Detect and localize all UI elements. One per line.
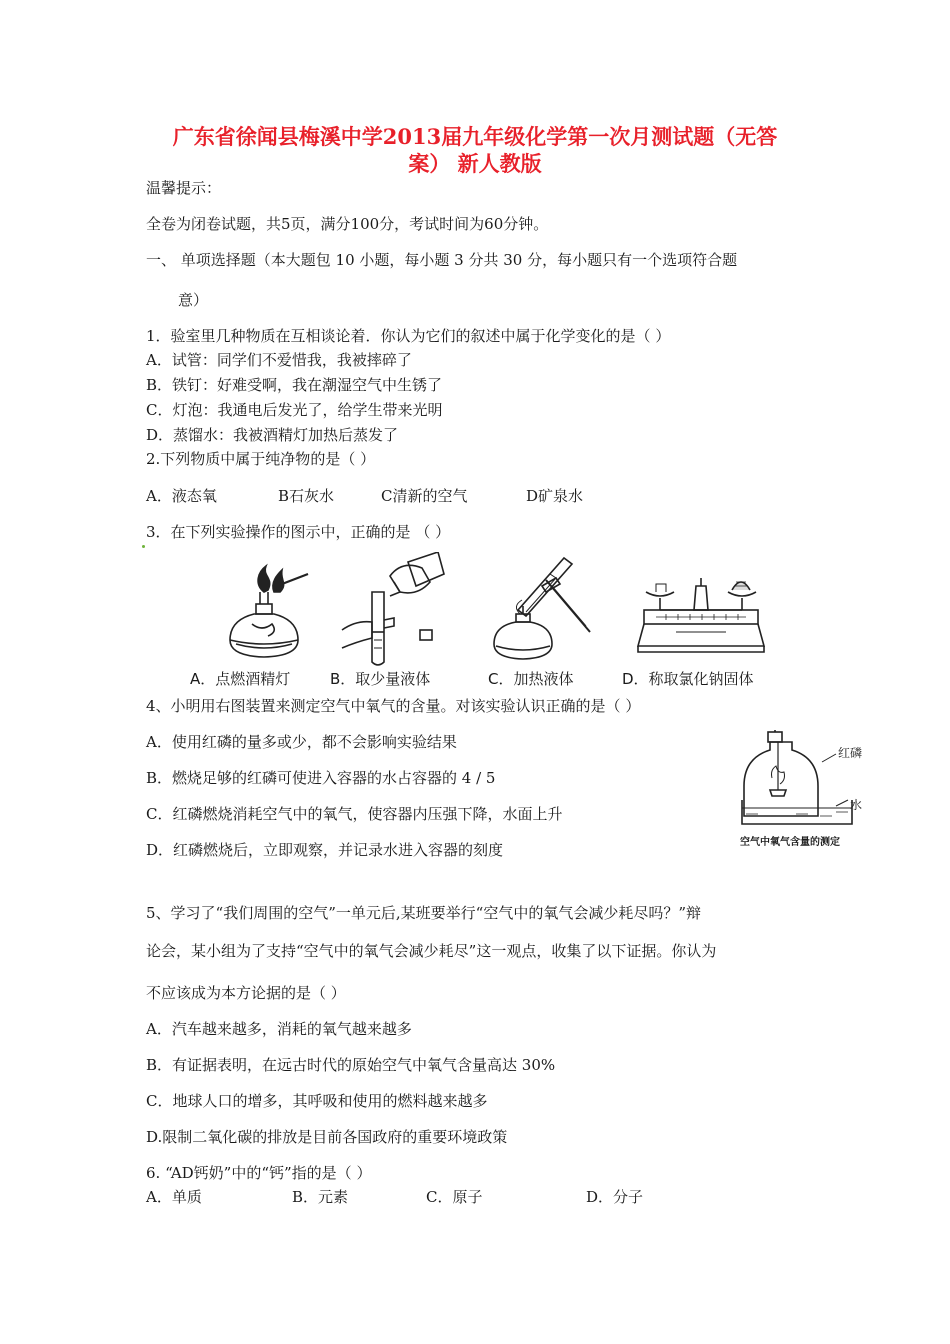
q1-option-c: C．灯泡：我通电后发光了，给学生带来光明	[146, 401, 443, 419]
q6-option-a: A．单质	[146, 1188, 202, 1206]
q4-option-a: A．使用红磷的量多或少，都不会影响实验结果	[146, 733, 457, 751]
q2-option-a: A．液态氧	[146, 487, 217, 505]
q1-option-d: D．蒸馏水：我被酒精灯加热后蒸发了	[146, 426, 399, 444]
q6-option-d: D．分子	[586, 1188, 644, 1206]
q2-option-c: C清新的空气	[381, 487, 468, 505]
q5-option-a: A．汽车越来越多，消耗的氧气越来越多	[146, 1020, 412, 1038]
page-title-line2: 案） 新人教版	[408, 151, 542, 176]
q4-stem: 4、小明用右图装置来测定空气中氧气的含量。对该实验认识正确的是（ ）	[146, 697, 641, 715]
section1-heading-cont: 意）	[178, 291, 209, 309]
q4-option-d: D．红磷燃烧后，立即观察，并记录水进入容器的刻度	[146, 841, 504, 859]
label-red-phosphorus: 红磷	[838, 746, 863, 760]
label-water: 水	[850, 798, 863, 812]
q1-stem: 1．验室里几种物质在互相谈论着．你认为它们的叙述中属于化学变化的是（ ）	[146, 327, 671, 345]
figure-heating-liquid	[486, 556, 601, 666]
q6-option-b: B．元素	[292, 1188, 349, 1206]
q2-stem: 2.下列物质中属于纯净物的是（ ）	[146, 450, 376, 468]
page-title-line1: 广东省徐闻县梅溪中学2013届九年级化学第一次月测试题（无答	[172, 124, 778, 149]
q5-option-c: C．地球人口的增多，其呼吸和使用的燃料越来越多	[146, 1092, 488, 1110]
q3-caption-a: A．点燃酒精灯	[190, 670, 291, 688]
stray-mark	[142, 545, 145, 548]
figure-lighting-alcohol-lamp	[222, 562, 312, 667]
figure-taking-liquid	[338, 552, 448, 667]
q5-stem-line2: 论会，某小组为了支持“空气中的氧气会减少耗尽”这一观点，收集了以下证据。你认为	[146, 942, 717, 960]
q5-option-b: B．有证据表明，在远古时代的原始空气中氧气含量高达 30%	[146, 1056, 556, 1074]
q3-stem: 3．在下列实验操作的图示中，正确的是 （ ）	[146, 523, 451, 541]
q3-caption-d: D．称取氯化钠固体	[622, 670, 754, 688]
q4-option-c: C．红磷燃烧消耗空气中的氧气，使容器内压强下降，水面上升	[146, 805, 563, 823]
section1-heading: 一、 单项选择题（本大题包 10 小题，每小题 3 分共 30 分，每小题只有一个选项符合题	[146, 251, 738, 269]
figure-caption-oxygen: 空气中氧气含量的测定	[740, 837, 840, 848]
q2-option-b: B石灰水	[278, 487, 335, 505]
q4-option-b: B．燃烧足够的红磷可使进入容器的水占容器的 4 / 5	[146, 769, 496, 787]
q1-option-a: A．试管：同学们不爱惜我，我被摔碎了	[146, 351, 412, 369]
q5-stem-line1: 5、学习了“我们周围的空气”一单元后,某班要举行“空气中的氧气会减少耗尽吗？”辩	[146, 904, 701, 922]
tip-text: 全卷为闭卷试题，共5页，满分100分，考试时间为60分钟。	[146, 215, 549, 233]
q1-option-b: B．铁钉：好难受啊，我在潮湿空气中生锈了	[146, 376, 443, 394]
q5-stem-line3: 不应该成为本方论据的是（ ）	[146, 984, 346, 1002]
q2-option-d: D矿泉水	[526, 487, 584, 505]
figure-weighing-balance	[636, 566, 766, 666]
q6-stem: 6. “AD钙奶”中的“钙”指的是（ ）	[146, 1164, 372, 1182]
q5-option-d: D.限制二氧化碳的排放是目前各国政府的重要环境政策	[146, 1128, 508, 1146]
tip-label: 温馨提示：	[146, 179, 222, 197]
q6-option-c: C．原子	[426, 1188, 483, 1206]
q3-caption-c: C．加热液体	[488, 670, 574, 688]
q3-caption-b: B．取少量液体	[330, 670, 431, 688]
